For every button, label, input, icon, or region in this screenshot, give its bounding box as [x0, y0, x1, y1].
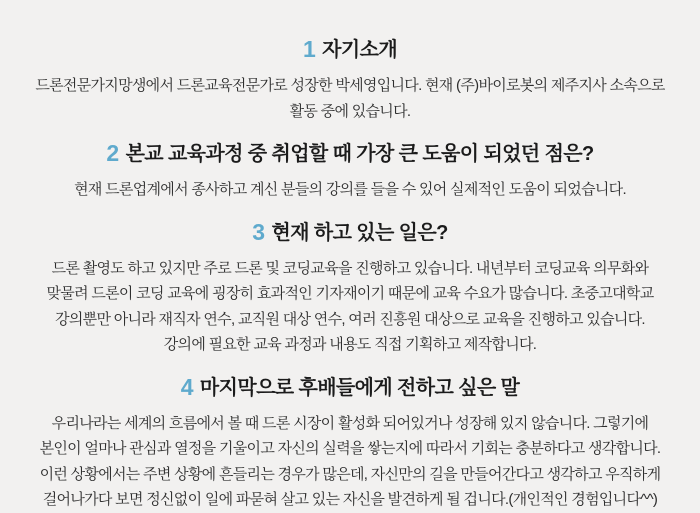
body-line: 현재 드론업계에서 종사하고 계신 분들의 강의를 들을 수 있어 실제적인 도움이 되었습니다. [74, 181, 626, 198]
section-title: 마지막으로 후배들에게 전하고 싶은 말 [199, 376, 520, 399]
body-line: 맞물려 드론이 코딩 교육에 굉장히 효과적인 기자재이기 때문에 교육 수요가 많습니다. 초중고대학교 [46, 285, 654, 302]
body-line: 우리나라는 세계의 흐름에서 볼 때 드론 시장이 활성화 되어있거나 성장해 있지 않습니다. 그렇기에 [51, 414, 649, 432]
section-title: 본교 교육과정 중 취업할 때 가장 큰 도움이 되었던 점은? [125, 143, 594, 165]
body-line: 드론 촬영도 하고 있지만 주로 드론 및 코딩교육을 진행하고 있습니다. 내년부터 코딩교육 의무화와 [51, 259, 649, 277]
body-line: 걸어나가다 보면 정신없이 일에 파묻혀 살고 있는 자신을 발견하게 될 겁니다.(개인적인 경험입니다^^) [42, 491, 658, 508]
qa-section-3 [0, 219, 700, 358]
section-heading [0, 219, 700, 247]
body-line: 드론전문가지망생에서 드론교육전문가로 성장한 박세영입니다. 현재 (주)바이로봇의 제주지사 소속으로 [35, 77, 665, 94]
section-title: 현재 하고 있는 일은? [271, 221, 448, 244]
section-number: 4 [180, 373, 193, 400]
section-number: 1 [302, 36, 316, 62]
body-line: 이런 상황에서는 주변 상황에 흔들리는 경우가 많은데, 자신만의 길을 만들어간다고 생각하고 우직하게 [39, 465, 661, 483]
body-line: 활동 중에 있습니다. [289, 102, 411, 120]
section-heading [0, 36, 700, 64]
section-number: 2 [106, 140, 119, 166]
qa-section-4 [0, 374, 700, 513]
section-heading [0, 374, 700, 402]
section-body [0, 177, 700, 203]
qa-section-1 [0, 36, 700, 124]
body-line: 강의에 필요한 교육 과정과 내용도 직접 기획하고 제작합니다. [163, 336, 537, 353]
section-title: 자기소개 [322, 39, 398, 61]
section-body [0, 256, 700, 358]
section-number: 3 [252, 218, 265, 245]
body-line: 본인이 얼마나 관심과 열정을 기울이고 자신의 실력을 쌓는지에 따라서 기회는 충분하다고 생각합니다. [39, 440, 661, 457]
section-body [0, 73, 700, 124]
section-body [0, 411, 700, 513]
body-line: 강의뿐만 아니라 재직자 연수, 교직원 대상 연수, 여러 진흥원 대상으로 교육을 진행하고 있습니다. [55, 310, 645, 328]
section-heading [0, 140, 700, 168]
qa-section-2 [0, 140, 700, 203]
